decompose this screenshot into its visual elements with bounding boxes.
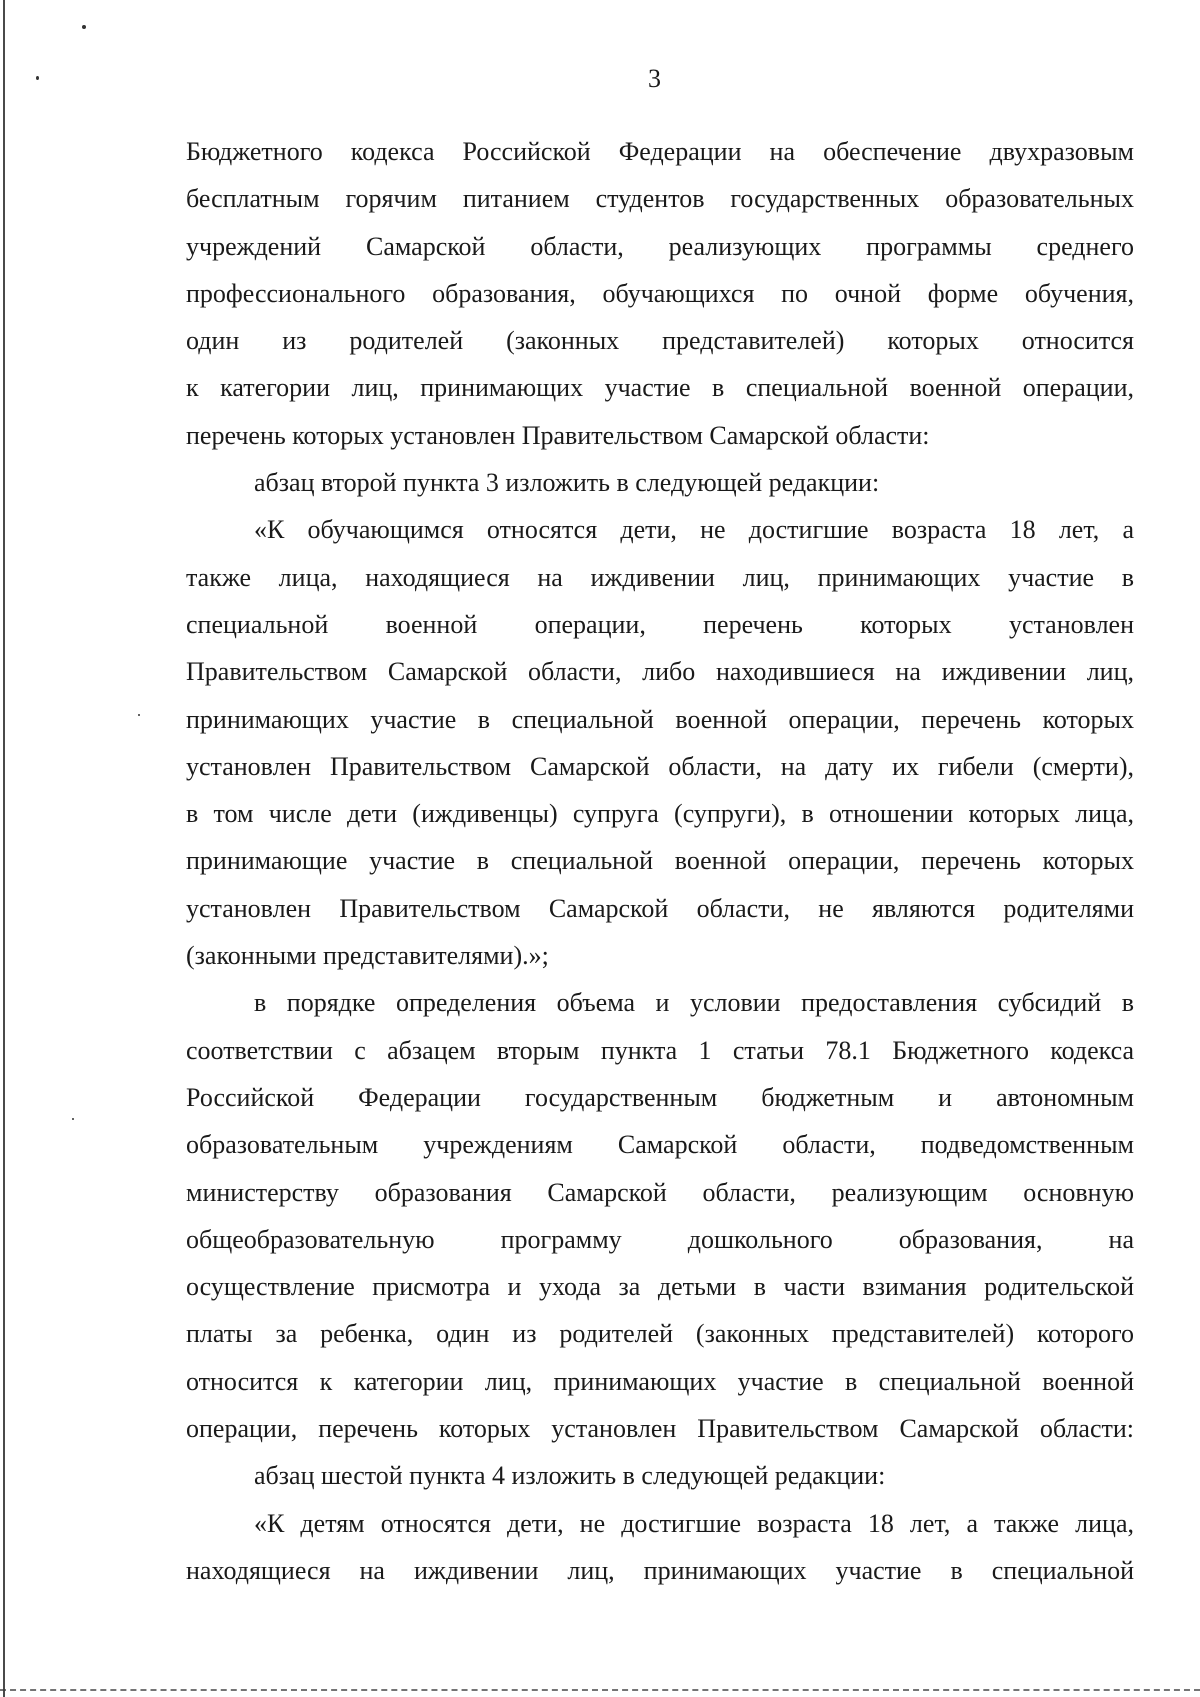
text-line: соответствии с абзацем вторым пункта 1 статьи 78.1 Бюджетного кодекса: [186, 1035, 1134, 1065]
scan-speck: [82, 25, 86, 29]
text-line: один из родителей (законных представителей) которых относится: [186, 326, 1134, 356]
scan-speck: [72, 1118, 74, 1120]
text-line: операции, перечень которых установлен Правительством Самарской области:: [186, 1414, 1134, 1444]
text-line: Российской Федерации государственным бюджетным и автономным: [186, 1082, 1134, 1112]
scan-edge-bottom: [0, 1689, 1200, 1691]
text-line: министерству образования Самарской области, реализующим основную: [186, 1177, 1134, 1207]
document-body: [186, 128, 1134, 1594]
text-line: принимающие участие в специальной военной операции, перечень которых: [186, 846, 1134, 876]
text-line: образовательным учреждениям Самарской области, подведомственным: [186, 1130, 1134, 1160]
page-number: 3: [648, 64, 661, 93]
text-line: специальной военной операции, перечень которых установлен: [186, 609, 1134, 639]
text-line: «К детям относятся дети, не достигшие возраста 18 лет, а также лица,: [254, 1508, 1134, 1538]
text-line: платы за ребенка, один из родителей (законных представителей) которого: [186, 1319, 1134, 1349]
text-line: абзац шестой пункта 4 изложить в следующей редакции:: [254, 1461, 886, 1491]
text-line: осуществление присмотра и ухода за детьми в части взимания родительской: [186, 1272, 1134, 1302]
text-line: в том числе дети (иждивенцы) супруга (супруги), в отношении которых лица,: [186, 799, 1134, 829]
text-line: учреждений Самарской области, реализующих программы среднего: [186, 231, 1134, 261]
text-line: к категории лиц, принимающих участие в специальной военной операции,: [186, 373, 1134, 403]
text-line: (законными представителями).»;: [186, 941, 549, 971]
text-line: «К обучающимся относятся дети, не достигшие возраста 18 лет, а: [254, 515, 1134, 545]
scan-speck: [138, 714, 140, 716]
text-line: общеобразовательную программу дошкольного образования, на: [186, 1224, 1134, 1254]
text-line: установлен Правительством Самарской области, на дату их гибели (смерти),: [186, 751, 1134, 781]
text-line: также лица, находящиеся на иждивении лиц, принимающих участие в: [186, 562, 1134, 592]
text-line: относится к категории лиц, принимающих участие в специальной военной: [186, 1366, 1134, 1396]
text-line: бесплатным горячим питанием студентов государственных образовательных: [186, 184, 1134, 214]
text-line: Бюджетного кодекса Российской Федерации на обеспечение двухразовым: [186, 137, 1134, 166]
text-line: принимающих участие в специальной военной операции, перечень которых: [186, 704, 1134, 734]
text-line: в порядке определения объема и условии предоставления субсидий в: [254, 988, 1134, 1018]
text-line: перечень которых установлен Правительством Самарской области:: [186, 420, 930, 450]
text-line: установлен Правительством Самарской области, не являются родителями: [186, 893, 1134, 923]
text-line: абзац второй пункта 3 изложить в следующей редакции:: [254, 468, 880, 498]
scan-speck: [36, 76, 39, 80]
text-line: профессионального образования, обучающихся по очной форме обучения,: [186, 278, 1134, 308]
scan-edge-left: [3, 0, 5, 1697]
text-line: Правительством Самарской области, либо находившиеся на иждивении лиц,: [186, 657, 1134, 687]
text-line: находящиеся на иждивении лиц, принимающих участие в специальной: [186, 1555, 1134, 1585]
